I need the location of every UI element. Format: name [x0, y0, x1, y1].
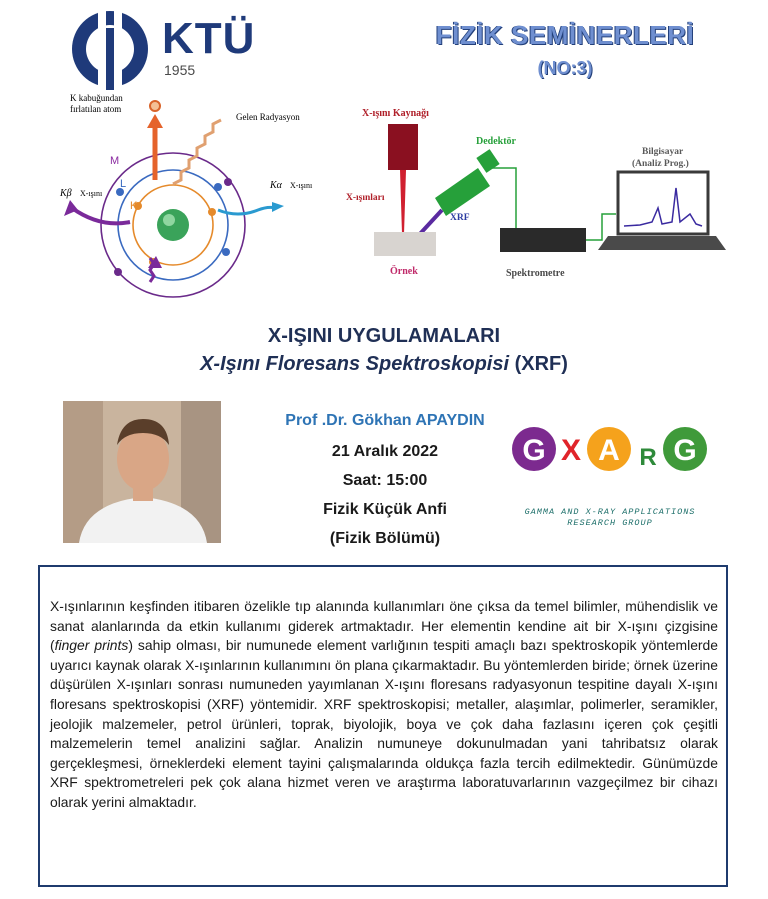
gxarg-subtitle — [512, 507, 708, 529]
event-department: (Fizik Bölümü) — [329, 530, 441, 547]
computer-label-2: (Analiz Prog.) — [632, 159, 689, 169]
shell-m-label: M — [110, 155, 120, 167]
detector-label: Dedektör — [476, 136, 516, 147]
xrays-label: X-ışınları — [346, 193, 385, 203]
k-beta-text: X-ışını — [80, 189, 103, 198]
description-italic: finger prints — [54, 637, 129, 654]
ktu-wordmark: KTÜ — [162, 14, 256, 63]
computer-label-1: Bilgisayar — [642, 147, 684, 157]
shell-l-label: L — [120, 178, 127, 190]
seminar-topic-subtitle — [0, 353, 768, 376]
event-date: 21 Aralık 2022 — [331, 443, 439, 460]
gxarg-logo — [510, 415, 710, 485]
description-text — [50, 597, 718, 813]
seminar-topic-title: X-IŞINI UYGULAMALARI — [267, 325, 501, 347]
source-label: X-ışını Kaynağı — [362, 108, 429, 119]
seminar-title: FİZİK SEMİNERLERİ — [435, 20, 695, 50]
gxarg-letter-2: X — [560, 434, 582, 467]
ejected-label-2: fırlatılan atom — [70, 104, 122, 114]
k-alpha-symbol: Kα — [270, 180, 282, 191]
gxarg-subtitle-line-2: RESEARCH GROUP — [567, 518, 653, 528]
shell-k-label: K — [130, 200, 138, 212]
gxarg-letter-3: A — [598, 434, 620, 467]
gxarg-subtitle-line-1: GAMMA AND X-RAY APPLICATIONS — [524, 507, 696, 517]
atom-diagram — [58, 92, 328, 302]
description-part-1: X-ışınlarının keşfinden itibaren özelikle tıp alanında kullanımları öne çıksa da temel bilimler, mühendislik ve sanat alanlarında da etkin kullanımı giderek artmaktadır. Her elementin kendine ait bir X-ışını çizgisine ( — [50, 598, 718, 654]
xrf-label: XRF — [450, 213, 470, 223]
subtitle-italic: X-Işını Floresans Spektroskopisi — [200, 353, 510, 375]
event-place: Fizik Küçük Anfi — [323, 501, 447, 518]
spectrometer-label: Spektrometre — [506, 268, 565, 279]
k-alpha-text: X-ışını — [290, 181, 313, 190]
xrf-setup-diagram — [340, 104, 730, 290]
sample-label: Örnek — [390, 266, 418, 277]
speaker-photo — [63, 401, 221, 543]
subtitle-abbrev: (XRF) — [509, 353, 568, 375]
speaker-name: Prof .Dr. Gökhan APAYDIN — [285, 412, 485, 429]
gxarg-letter-5: G — [673, 434, 697, 467]
ejected-label-1: K kabuğundan — [70, 93, 123, 103]
ktu-year: 1955 — [164, 62, 196, 78]
k-beta-symbol: Kβ — [60, 188, 72, 199]
description-part-2: ) sahip olması, bir numunede element varlığının tespiti amaçlı bazı spektroskopik yöntemlerde uyarıcı kaynak olarak X-ışınlarının kullanımını ön plana çıkarmaktadır. Bu yöntemlerden biride; örnek üzerine düşürülen X-ışınları sonrası numuneden yayımlanan X-ışını floresans radyasyonun tespitine dayalı X-ışını floresans spektroskopisi (XRF) yöntemidir. XRF spektroskopisi; metaller, alaşımlar, polimerler, seramikler, jeolojik malzemeler, petrol ürünleri, toprak, biyolojik, boya ve çok daha fazlasını içeren çok çeşitli malzemelerin temel analizini sağlar. Analizin numuneye dokunulmadan yani tahribatsız olarak gerçekleşmesi, örneklerdeki element tayini çalışmalarında oldukça fazla tercih edilmektedir. Günümüzde XRF spektrometreleri pek çok alana hizmet veren ve araştırma laboratuvarlarının vazgeçilmez bir cihazı olarak yerini almaktadır. — [50, 637, 719, 810]
event-time: Saat: 15:00 — [342, 472, 428, 489]
gxarg-letter-1: G — [522, 434, 546, 467]
incoming-label: Gelen Radyasyon — [236, 112, 300, 122]
seminar-number: (NO:3) — [537, 58, 593, 78]
gxarg-letter-4: R — [639, 444, 657, 471]
